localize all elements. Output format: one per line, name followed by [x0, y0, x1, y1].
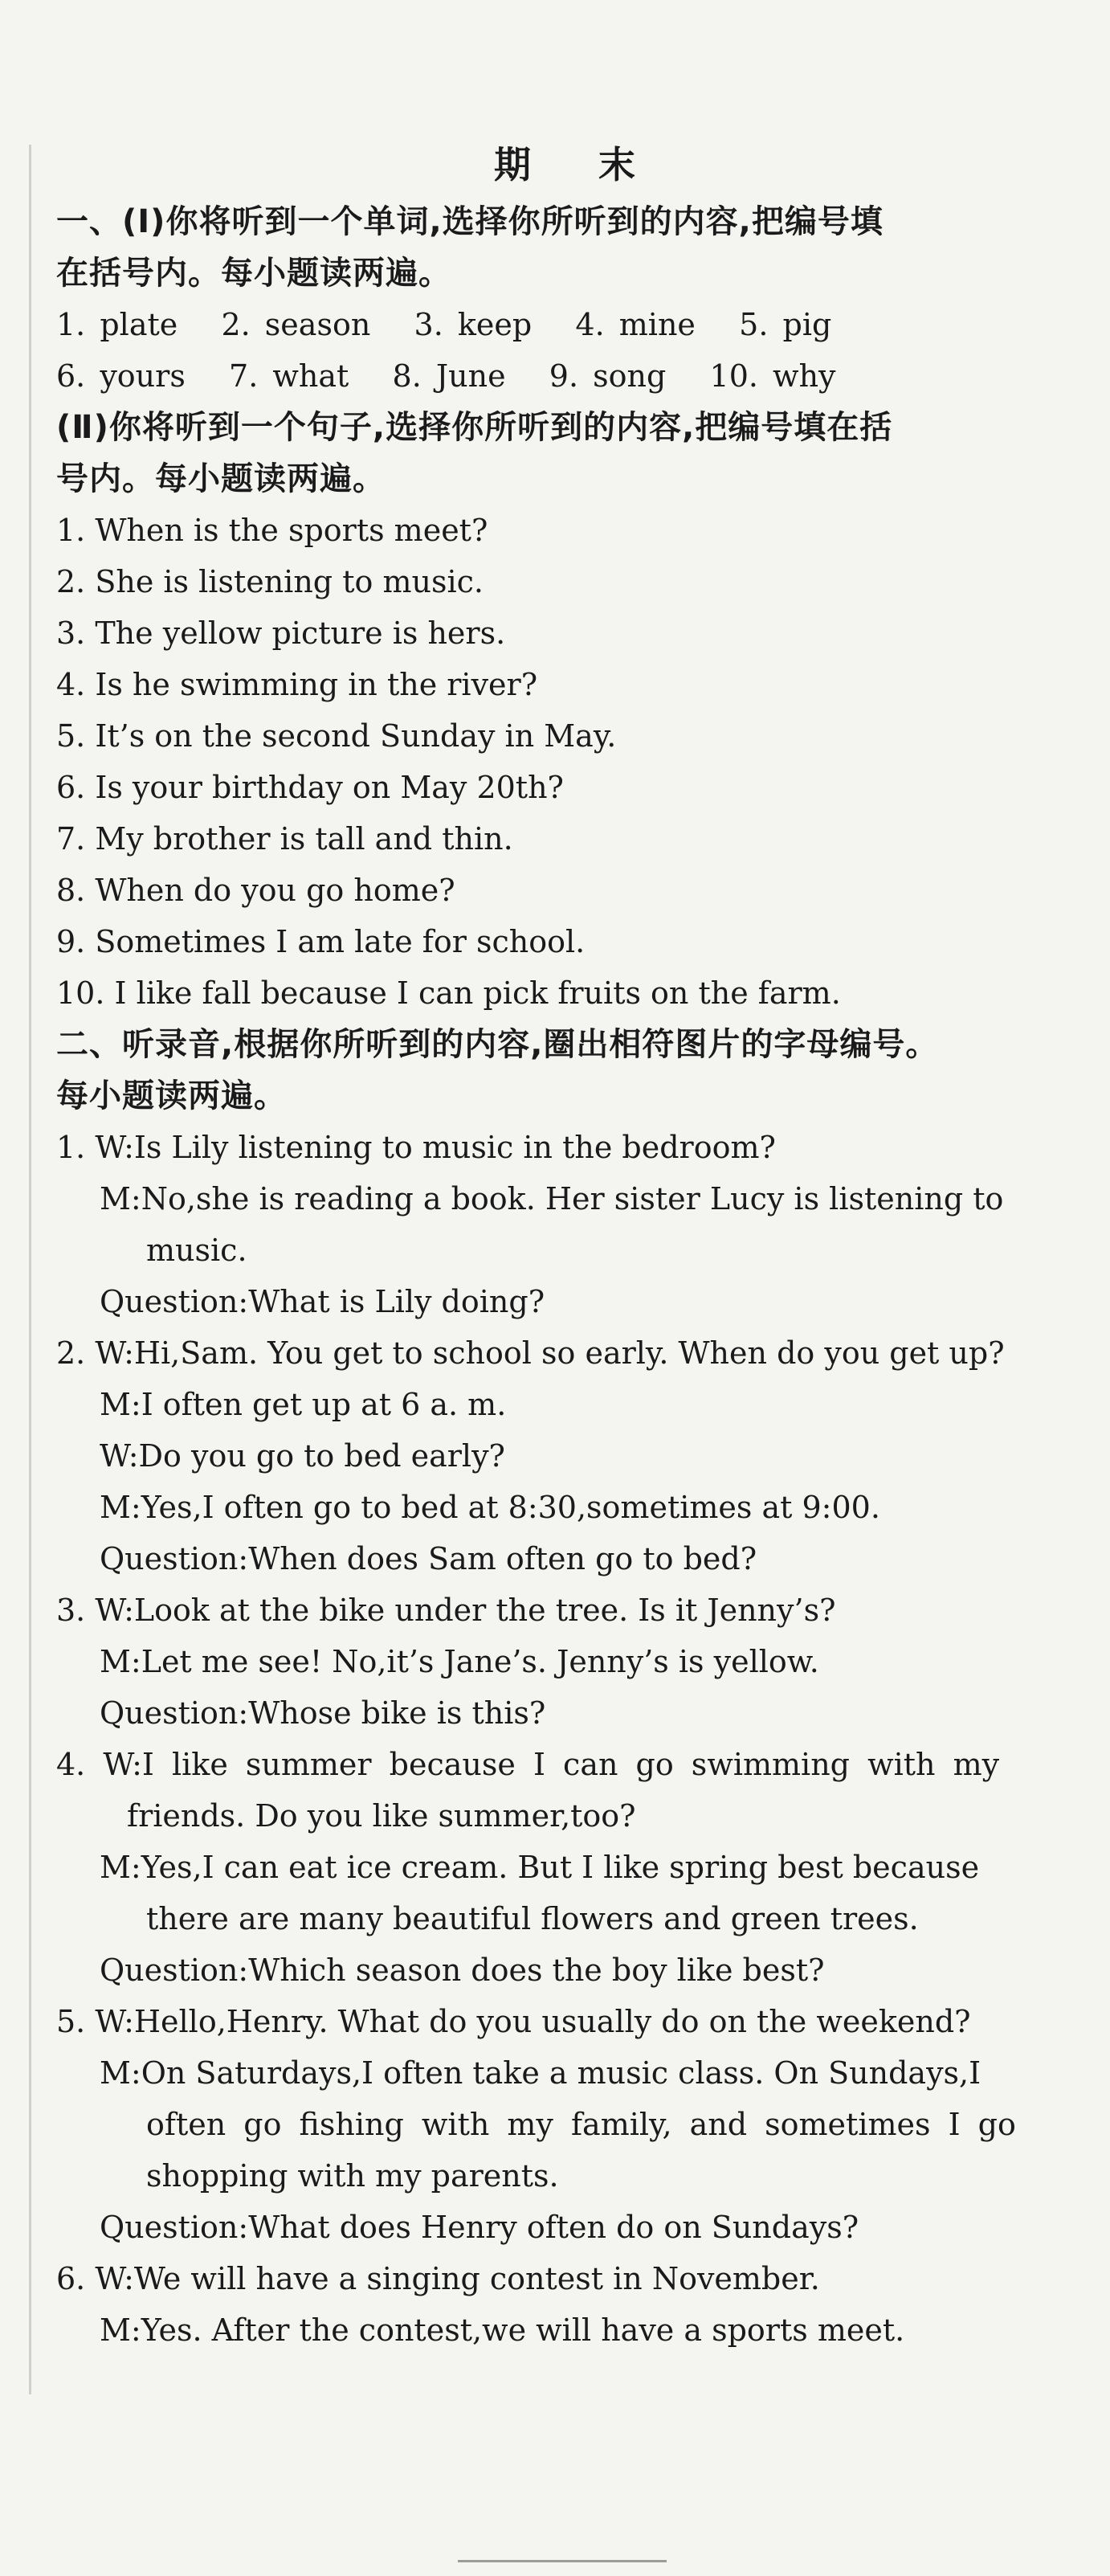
- dialogue-line: 1. W:Is Lily listening to music in the bedroom?: [56, 1130, 776, 1165]
- dialogue-line: M:Yes,I often go to bed at 8:30,sometimes at 9:00.: [100, 1490, 880, 1525]
- dialogue-line: there are many beautiful flowers and green trees.: [146, 1901, 919, 1936]
- dialogue-line: 3. W:Look at the bike under the tree. Is it Jenny’s?: [56, 1593, 836, 1628]
- section1-heading-line1: 一、(Ⅰ)你将听到一个单词,选择你所听到的内容,把编号填: [56, 203, 884, 240]
- dialogue-line: M:Let me see! No,it’s Jane’s. Jenny’s is yellow.: [100, 1644, 819, 1679]
- sentence-item: 2. She is listening to music.: [56, 564, 484, 599]
- sentence-item: 6. Is your birthday on May 20th?: [56, 770, 564, 805]
- sentence-item: 3. The yellow picture is hers.: [56, 615, 506, 651]
- page-title: 期 末: [493, 143, 663, 186]
- dialogue-line: 2. W:Hi,Sam. You get to school so early. When do you get up?: [56, 1335, 1005, 1371]
- dialogue-line: 6. W:We will have a singing contest in November.: [56, 2261, 820, 2296]
- dialogue-line: shopping with my parents.: [146, 2158, 559, 2194]
- question-line: Question:Whose bike is this?: [100, 1695, 546, 1731]
- section1-heading-line2: 在括号内。每小题读两遍。: [56, 255, 451, 292]
- dialogue-line: M:No,she is reading a book. Her sister Lucy is listening to: [100, 1181, 1004, 1216]
- sentence-item: 4. Is he swimming in the river?: [56, 667, 538, 702]
- margin-rule: [29, 145, 31, 2394]
- dialogue-line: often go fishing with my family, and sometimes I go: [146, 2107, 1016, 2142]
- sentence-item: 9. Sometimes I am late for school.: [56, 924, 586, 959]
- dialogue-line: 5. W:Hello,Henry. What do you usually do on the weekend?: [56, 2004, 971, 2039]
- sentence-item: 10. I like fall because I can pick fruits on the farm.: [56, 975, 841, 1011]
- dialogue-line: M:Yes. After the contest,we will have a sports meet.: [100, 2312, 905, 2348]
- word-list-line1: 1. plate 2. season 3. keep 4. mine 5. pig: [56, 307, 832, 342]
- question-line: Question:When does Sam often go to bed?: [100, 1541, 757, 1576]
- word-list-line2: 6. yours 7. what 8. June 9. song 10. why: [56, 358, 836, 394]
- question-line: Question:What does Henry often do on Sundays?: [100, 2210, 859, 2245]
- bottom-rule: [458, 2560, 667, 2562]
- section1-part2-heading-line1: (Ⅱ)你将听到一个句子,选择你所听到的内容,把编号填在括: [56, 409, 893, 446]
- document-body: [56, 137, 1076, 2356]
- dialogue-line: friends. Do you like summer,too?: [127, 1798, 636, 1834]
- sentence-item: 1. When is the sports meet?: [56, 513, 488, 548]
- dialogue-line: M:Yes,I can eat ice cream. But I like spring best because: [100, 1850, 980, 1885]
- dialogue-line: W:Do you go to bed early?: [100, 1438, 505, 1474]
- section2-heading-line1: 二、听录音,根据你所听到的内容,圈出相符图片的字母编号。: [56, 1026, 939, 1063]
- dialogue-line: M:On Saturdays,I often take a music class. On Sundays,I: [100, 2055, 981, 2091]
- question-line: Question:Which season does the boy like best?: [100, 1952, 825, 1988]
- section1-part2-heading-line2: 号内。每小题读两遍。: [56, 460, 386, 497]
- question-line: Question:What is Lily doing?: [100, 1284, 545, 1319]
- sentence-item: 7. My brother is tall and thin.: [56, 821, 513, 857]
- dialogue-line: M:I often get up at 6 a. m.: [100, 1387, 507, 1422]
- section2-heading-line2: 每小题读两遍。: [56, 1077, 287, 1114]
- dialogue-line: music.: [146, 1233, 247, 1268]
- sentence-item: 8. When do you go home?: [56, 873, 455, 908]
- dialogue-line: 4. W:I like summer because I can go swimming with my: [56, 1747, 1000, 1782]
- sentence-item: 5. It’s on the second Sunday in May.: [56, 718, 617, 754]
